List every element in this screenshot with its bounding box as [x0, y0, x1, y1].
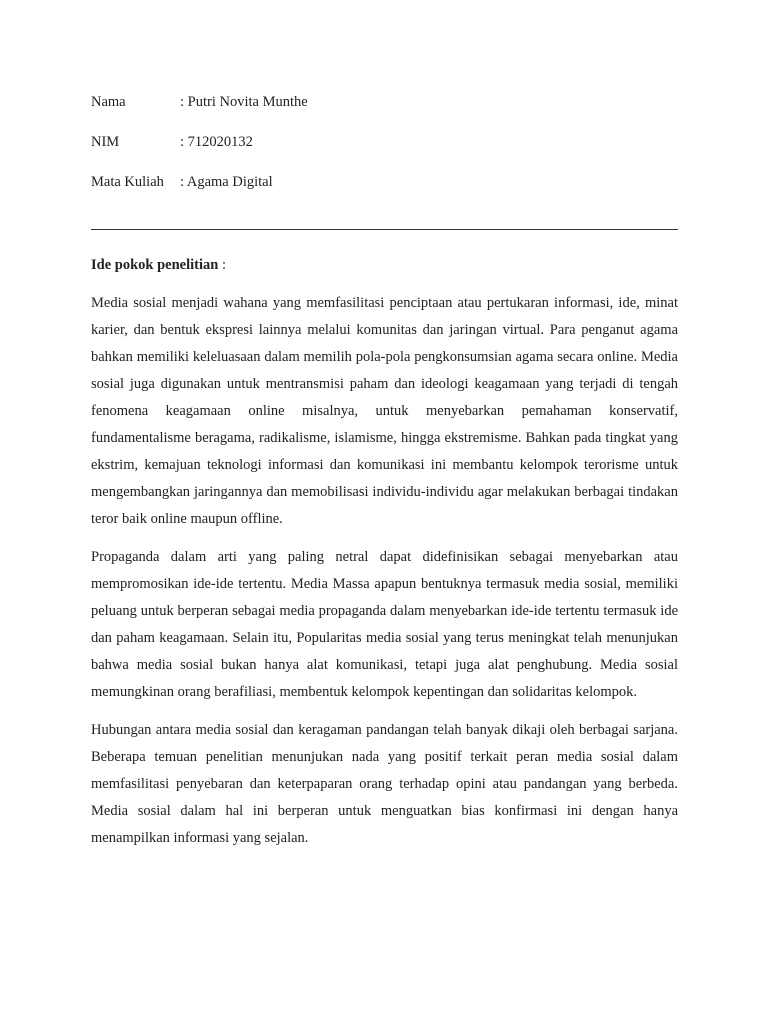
nim-label: NIM [91, 134, 120, 150]
nim-value: : 712020132 [180, 134, 253, 150]
info-row-nim [91, 132, 681, 172]
paragraph-3: Hubungan antara media sosial dan keragaman pandangan telah banyak dikaji oleh berbagai sarjana. Beberapa temuan penelitian menunjukan nada yang positif terkait peran media sosial dalam memfasilitasi penyebaran dan keterpaparan orang terhadap opini atau pandangan yang berbeda. Media sosial dalam hal ini berperan untuk menguatkan bias konfirmasi ini dengan hanya menampilkan informasi yang sejalan. [91, 722, 678, 846]
section-heading-colon: : [218, 257, 226, 273]
nama-value: : Putri Novita Munthe [180, 94, 308, 110]
horizontal-divider [91, 229, 678, 230]
section-heading [91, 252, 678, 279]
paragraph-2: Propaganda dalam arti yang paling netral dapat didefinisikan sebagai menyebarkan atau mempromosikan ide-ide tertentu. Media Massa apapun bentuknya termasuk media sosial, memiliki peluang untuk berperan sebagai media propaganda dalam menyebarkan ide-ide tertentu termasuk ide dan paham keagamaan. Selain itu, Popularitas media sosial yang terus meningkat telah menunjukan bahwa media sosial bukan hanya alat komunikasi, tetapi juga alat penghubung. Media sosial memungkinan orang berafiliasi, membentuk kelompok kepentingan dan solidaritas kelompok. [91, 549, 678, 700]
student-info [91, 92, 681, 212]
section-heading-text: Ide pokok penelitian [91, 257, 219, 273]
mata-kuliah-label: Mata Kuliah [91, 174, 164, 190]
paragraph-1: Media sosial menjadi wahana yang memfasilitasi penciptaan atau pertukaran informasi, ide, minat karier, dan bentuk ekspresi lainnya melalui komunitas dan jaringan virtual. Para penganut agama bahkan memiliki keleluasaan dalam memilih pola-pola pengkonsumsian agama secara online. Media sosial juga digunakan untuk mentransmisi paham dan ideologi keagamaan yang terjadi di tengah fenomena keagamaan online misalnya, untuk menyebarkan pemahaman konservatif, fundamentalisme beragama, radikalisme, islamisme, hingga ekstremisme. Bahkan pada tingkat yang ekstrim, kemajuan teknologi informasi dan komunikasi ini membantu kelompok terorisme untuk mengembangkan jaringannya dan memobilisasi individu-individu agar melakukan berbagai tindakan teror baik online maupun offline. [91, 295, 678, 527]
info-row-nama [91, 92, 681, 132]
info-row-mata-kuliah [91, 172, 681, 212]
mata-kuliah-value: : Agama Digital [180, 174, 273, 190]
nama-label: Nama [91, 94, 126, 110]
main-content [91, 252, 678, 863]
